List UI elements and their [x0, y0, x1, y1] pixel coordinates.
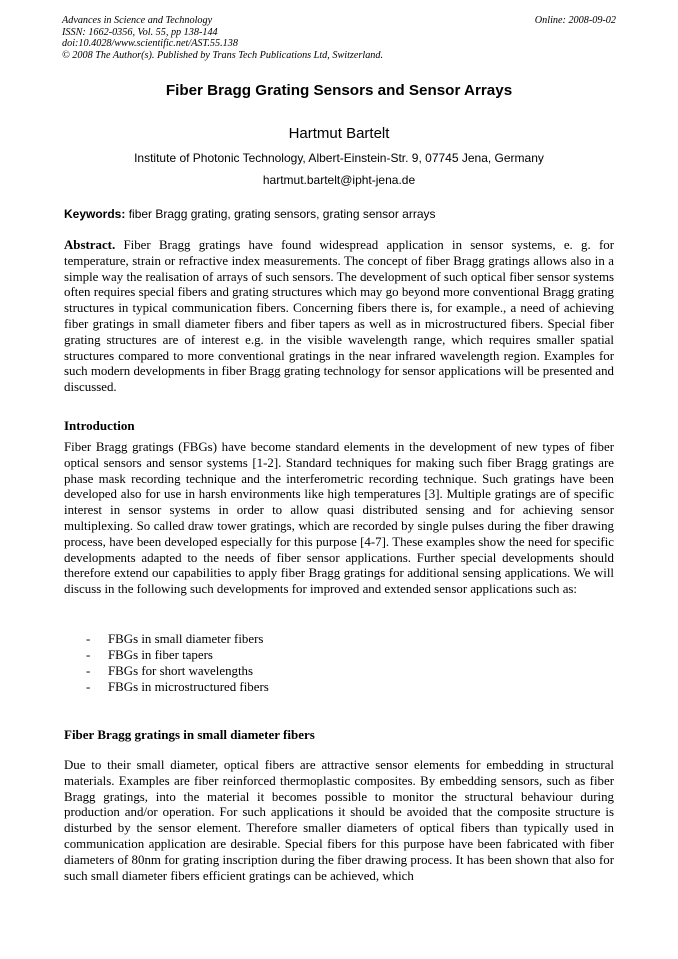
- online-date: Online: 2008-09-02: [534, 15, 616, 26]
- list-item: - FBGs for short wavelengths: [86, 664, 254, 678]
- author-name: Hartmut Bartelt: [288, 125, 390, 142]
- author-affiliation: Institute of Photonic Technology, Albert-Einstein-Str. 9, 07745 Jena, Germany: [134, 151, 544, 165]
- list-item: - FBGs in microstructured fibers: [86, 680, 269, 694]
- list-item-text: FBGs in fiber tapers: [108, 648, 213, 662]
- list-item: - FBGs in fiber tapers: [86, 648, 213, 662]
- doi-line: doi:10.4028/www.scientific.net/AST.55.138: [62, 38, 238, 50]
- introduction-heading: Introduction: [64, 418, 135, 433]
- keywords-text: fiber Bragg grating, grating sensors, grating sensor arrays: [128, 207, 436, 221]
- paper-title: Fiber Bragg Grating Sensors and Sensor Arrays: [165, 82, 513, 99]
- abstract-label: Abstract.: [64, 238, 116, 252]
- introduction-text: Fiber Bragg gratings (FBGs) have become standard elements in the development of new types of fiber optical sensors and sensor systems [1-2]. Standard techniques for making such fiber Bragg gratings are phase mask recording technique and the interferometric recording technique. Such gratings have been developed also for use in harsh environments like high temperatures [3]. Multiple gratings are of specific interest in sensor systems in order to allow quasi distributed sensing and for achieving sensor multiplexing. So called draw tower gratings, which are recorded by single pulses during the fiber drawing process, have been developed especially for this purpose [4-7]. These examples show the need for specific developments adapted to the needs of fiber sensor applications. Further special developments should therefore extend our capabilities to apply fiber Bragg gratings for additional sensing applications. We will discuss in the following such developments for improved and extended sensor applications such as:: [64, 440, 614, 597]
- journal-name: Advances in Science and Technology: [62, 15, 213, 26]
- abstract: [64, 238, 614, 396]
- keywords: [64, 207, 624, 221]
- journal-header: [62, 15, 616, 61]
- issn-line: ISSN: 1662-0356, Vol. 55, pp 138-144: [62, 26, 218, 38]
- section-text-small-fibers: Due to their small diameter, optical fibers are attractive sensor elements for embedding in structural materials. Examples are fiber reinforced thermoplastic composites. By embedding sensors, such as fiber Bragg gratings, into the material it becomes possible to monitor the structural behaviour during production and/or operation. For such applications it should be avoided that the composite structure is disturbed by the sensor element. Therefore smaller diameters of optical fibers than typically used in communication application are desirable. Special fibers for this purpose have been fabricated with fiber diameters of 80nm for grating inscription during the fiber drawing process. It has been shown that also for such small diameter fibers efficient gratings can be achieved, which: [64, 758, 614, 883]
- copyright-line: © 2008 The Author(s). Published by Trans Tech Publications Ltd, Switzerland.: [62, 49, 384, 61]
- list-item-text: FBGs in microstructured fibers: [108, 680, 269, 694]
- list-item-text: FBGs in small diameter fibers: [108, 632, 264, 646]
- author-email: hartmut.bartelt@ipht-jena.de: [262, 173, 416, 187]
- abstract-text: Fiber Bragg gratings have found widespread application in sensor systems, e. g. for temperature, strain or refractive index measurements. The concept of fiber Bragg gratings allows also in a simple way the realisation of arrays of such sensors. The development of such optical fiber sensor systems often requires special fibers and grating structures which may go beyond more conventional Bragg grating structures in typical communication fibers. Concerning fibers there is, for example., a need of achieving fiber gratings in small diameter fibers and fiber tapers as well as in microstructured fibers. Special fiber grating structures are of interest e.g. in the visible wavelength range, which requires smaller spatial structures compared to more conventional gratings in the near infrared wavelength region. Examples for such modern developments in fiber Bragg grating technology for sensor applications will be presented and discussed.: [64, 238, 614, 395]
- section-heading-small-fibers: Fiber Bragg gratings in small diameter fibers: [64, 727, 315, 742]
- list-item-text: FBGs for short wavelengths: [108, 664, 254, 678]
- keywords-label: Keywords:: [64, 207, 126, 221]
- bullet-list: [86, 631, 269, 695]
- list-item: - FBGs in small diameter fibers: [86, 632, 264, 646]
